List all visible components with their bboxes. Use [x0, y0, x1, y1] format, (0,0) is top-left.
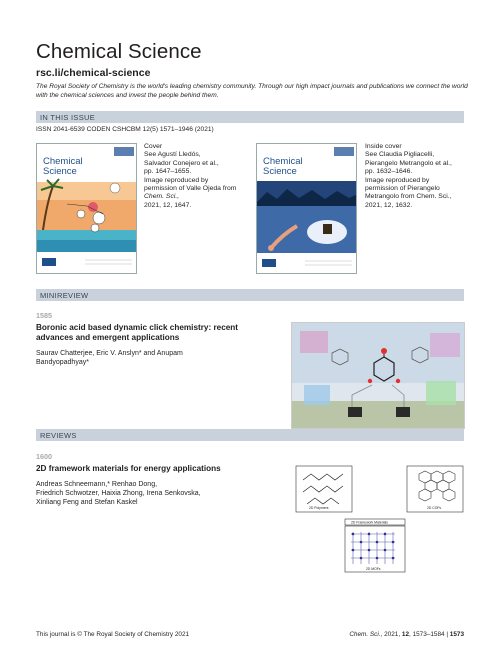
inside-cover-line: 2021, 12, 1632. [365, 201, 413, 209]
front-cover-line: 2021, 12, 1647. [144, 201, 192, 209]
issn-line: ISSN 2041-6539 CODEN CSHCBM 12(5) 1571–1946 (2021) [36, 126, 214, 133]
front-cover-info [144, 143, 236, 210]
reviews-authors-line: Xinliang Feng and Stefan Kaskel [36, 499, 138, 506]
footer-page-number: 1573 [449, 631, 464, 638]
reviews-authors [36, 480, 276, 507]
inside-cover-line: permission of Pierangelo [365, 185, 440, 193]
inside-cover-label: Inside cover [365, 143, 402, 150]
section-bar-reviews: REVIEWS [36, 429, 464, 441]
front-cover-title-line1: Chemical [43, 156, 83, 167]
reviews-page-number[interactable]: 1600 [36, 452, 52, 461]
front-cover-line: Salvador Conejero et al., [144, 159, 219, 167]
front-cover-label: Cover [144, 143, 163, 150]
journal-url[interactable]: rsc.li/chemical-science [36, 67, 151, 79]
front-cover-line: pp. 1647–1655. [144, 168, 192, 176]
footer-year: , 2021, [380, 631, 402, 638]
minireview-authors [36, 349, 236, 367]
reviews-authors-line: Andreas Schneemann,* Renhao Dong, [36, 481, 158, 488]
reviews-graphical-abstract [295, 460, 465, 574]
inside-cover-illustration [257, 144, 357, 274]
inside-cover-line: Image reproduced by [365, 176, 430, 184]
front-cover-illustration [37, 144, 137, 274]
reviews-figure-label-mofs: 2D MOFs [366, 567, 381, 571]
minireview-authors-line: Saurav Chatterjee, Eric V. Anslyn* and Anupam Bandyopadhyay* [36, 350, 183, 366]
minireview-title-line: advances and emergent applications [36, 333, 180, 343]
front-cover-line: Image reproduced by [144, 176, 209, 184]
footer-copyright: This journal is © The Royal Society of Chemistry 2021 [36, 631, 190, 638]
reviews-authors-line: Friedrich Schwotzer, Haixia Zhong, Irena Senkovska, [36, 490, 201, 497]
inside-cover-line: See Claudia Pigliacelli, [365, 151, 435, 159]
minireview-abstract-illustration [292, 323, 465, 429]
reviews-figure-label-framework: 2D Framework Materials [351, 520, 388, 525]
journal-description: The Royal Society of Chemistry is the world's leading chemistry community. Through our high impact journals and publications we connect the world with the chemical sciences and invest the people behind them. [36, 83, 468, 99]
footer-citation [349, 631, 464, 638]
section-bar-minireview: MINIREVIEW [36, 289, 464, 301]
section-bar-in-this-issue: IN THIS ISSUE [36, 111, 464, 123]
footer-journal: Chem. Sci. [349, 631, 381, 638]
minireview-graphical-abstract [291, 322, 465, 429]
inside-cover-image [256, 143, 357, 274]
inside-cover-title-line1: Chemical [263, 156, 303, 167]
front-cover-line: permission of Valle Ojeda from [144, 185, 237, 193]
inside-cover-info [365, 143, 452, 210]
journal-title: Chemical Science [36, 40, 202, 63]
minireview-page-number[interactable]: 1585 [36, 311, 52, 320]
footer-separator: | [444, 631, 450, 638]
front-cover-title-line2: Science [43, 166, 77, 177]
front-cover-image [36, 143, 137, 274]
footer-pages: , 1573–1584 [409, 631, 445, 638]
reviews-figure-label-cofs: 2D COFs [427, 506, 442, 510]
minireview-title[interactable] [36, 323, 238, 344]
inside-cover-line: Pierangelo Metrangolo et al., [365, 159, 452, 167]
minireview-title-line: Boronic acid based dynamic click chemistry: recent [36, 323, 239, 332]
reviews-abstract-illustration [295, 460, 465, 574]
front-cover-line: Chem. Sci., [144, 193, 180, 201]
inside-cover-title-line2: Science [263, 166, 297, 177]
footer-volume: 12 [401, 631, 410, 638]
inside-cover-line: Metrangolo from Chem. Sci., [365, 193, 452, 201]
front-cover-line: See Agustí Lledós, [144, 151, 201, 159]
inside-cover-line: pp. 1632–1646. [365, 168, 413, 176]
reviews-figure-label-polymers: 2D Polymers [309, 506, 329, 510]
reviews-title[interactable]: 2D framework materials for energy applications [36, 464, 221, 473]
